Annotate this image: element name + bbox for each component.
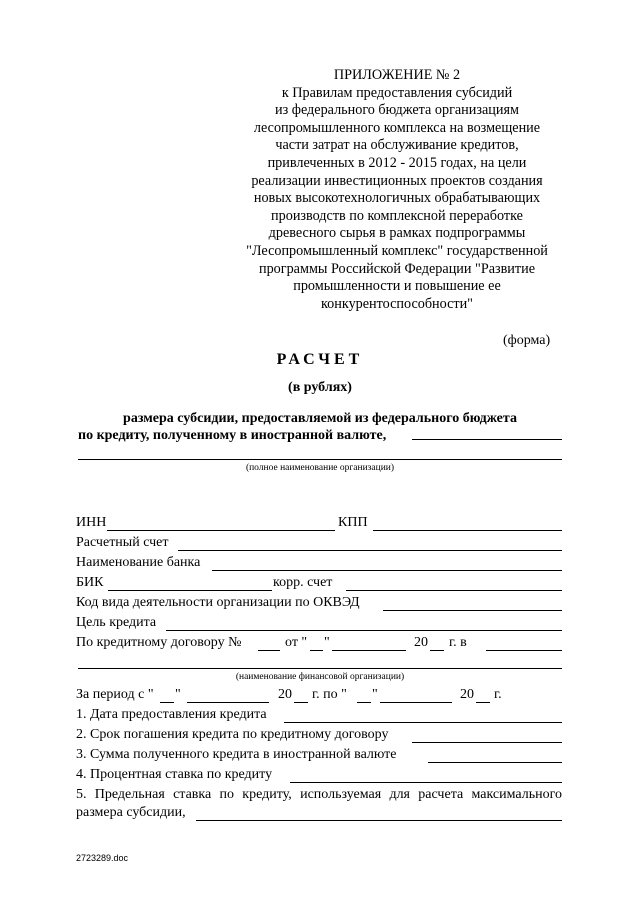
period-to-year-prefix: 20	[460, 687, 474, 702]
inn-label: ИНН	[76, 515, 107, 530]
appendix-line: производств по комплексной переработке	[271, 207, 523, 224]
item-3-blank[interactable]	[428, 762, 562, 763]
org-name-blank[interactable]	[78, 459, 562, 460]
contract-year-prefix: 20	[414, 635, 428, 650]
org-caption: (полное наименование организации)	[245, 463, 395, 473]
period-from-day-blank[interactable]	[160, 702, 174, 703]
appendix-line: части затрат на обслуживание кредитов,	[275, 137, 519, 154]
file-footer: 2723289.doc	[76, 853, 129, 863]
item-5-label-cont: размера субсидии,	[76, 805, 186, 820]
purpose-blank[interactable]	[166, 630, 562, 631]
period-from-year-prefix: 20	[278, 687, 292, 702]
period-quote-2: "	[372, 687, 378, 702]
period-label: За период с "	[76, 687, 154, 702]
bank-label: Наименование банка	[76, 555, 201, 570]
contract-day-blank[interactable]	[310, 650, 323, 651]
item-4-blank[interactable]	[290, 782, 562, 783]
appendix-line: из федерального бюджета организациям	[275, 102, 519, 119]
purpose-label: Цель кредита	[76, 615, 157, 630]
okved-label: Код вида деятельности организации по ОКВЭД	[76, 595, 360, 610]
corr-label: корр. счет	[273, 575, 333, 590]
units-label: (в рублях)	[288, 380, 352, 395]
appendix-line: новых высокотехнологичных обрабатывающих	[253, 190, 541, 207]
account-blank[interactable]	[178, 550, 562, 551]
period-end: г.	[494, 687, 502, 702]
appendix-line: лесопромышленного комплекса на возмещение	[253, 119, 541, 136]
appendix-line: "Лесопромышленный комплекс" государственной	[246, 242, 548, 259]
bik-blank[interactable]	[108, 590, 272, 591]
corr-blank[interactable]	[346, 590, 562, 591]
foreign-currency-blank[interactable]	[412, 439, 562, 440]
account-label: Расчетный счет	[76, 535, 169, 550]
appendix-line: программы Российской Федерации "Развитие	[258, 260, 535, 277]
appendix-line: к Правилам предоставления субсидий	[281, 84, 513, 101]
contract-year-blank[interactable]	[430, 650, 444, 651]
subtitle-line-2: по кредиту, полученному в иностранной валюте,	[78, 428, 387, 443]
contract-quote: "	[324, 635, 330, 650]
kpp-blank[interactable]	[373, 530, 562, 531]
fin-org-caption: (наименование финансовой организации)	[235, 672, 405, 682]
okved-blank[interactable]	[383, 610, 562, 611]
appendix-header	[232, 67, 562, 313]
contract-year-suffix: г. в	[449, 635, 467, 650]
appendix-line: конкурентоспособности"	[321, 295, 473, 312]
subtitle-line-1: размера субсидии, предоставляемой из федерального бюджета	[123, 411, 517, 426]
period-from-year-blank[interactable]	[294, 702, 308, 703]
contract-label: По кредитному договору №	[76, 635, 242, 650]
item-1-label: 1. Дата предоставления кредита	[76, 707, 267, 722]
period-quote-1: "	[175, 687, 181, 702]
kpp-label: КПП	[338, 515, 368, 530]
appendix-line: древесного сырья в рамках подпрограммы	[268, 225, 526, 242]
contract-city-blank[interactable]	[486, 650, 562, 651]
fin-org-blank[interactable]	[78, 668, 562, 669]
form-mark: (форма)	[503, 333, 551, 348]
period-mid: г. по "	[312, 687, 347, 702]
item-2-label: 2. Срок погашения кредита по кредитному договору	[76, 727, 389, 742]
item-2-blank[interactable]	[412, 742, 562, 743]
contract-month-blank[interactable]	[332, 650, 406, 651]
period-to-month-blank[interactable]	[380, 702, 452, 703]
appendix-line: ПРИЛОЖЕНИЕ № 2	[333, 67, 461, 83]
appendix-line: реализации инвестиционных проектов создания	[251, 172, 543, 189]
item-3-label: 3. Сумма полученного кредита в иностранной валюте	[76, 747, 397, 762]
contract-from-label: от "	[285, 635, 308, 650]
item-1-blank[interactable]	[284, 722, 562, 723]
document-title: РАСЧЕТ	[276, 351, 364, 368]
inn-blank[interactable]	[107, 530, 335, 531]
bik-label: БИК	[76, 575, 104, 590]
period-from-month-blank[interactable]	[187, 702, 269, 703]
period-to-year-blank[interactable]	[476, 702, 490, 703]
period-to-day-blank[interactable]	[357, 702, 371, 703]
appendix-line: привлеченных в 2012 - 2015 годах, на цели	[267, 154, 527, 171]
bank-blank[interactable]	[212, 570, 562, 571]
item-5-label: 5. Предельная ставка по кредиту, используемая для расчета максимального	[76, 787, 562, 802]
item-4-label: 4. Процентная ставка по кредиту	[76, 767, 273, 782]
appendix-line: промышленности и повышение ее	[293, 278, 501, 295]
contract-number-blank[interactable]	[258, 650, 280, 651]
item-5-blank[interactable]	[196, 820, 562, 821]
